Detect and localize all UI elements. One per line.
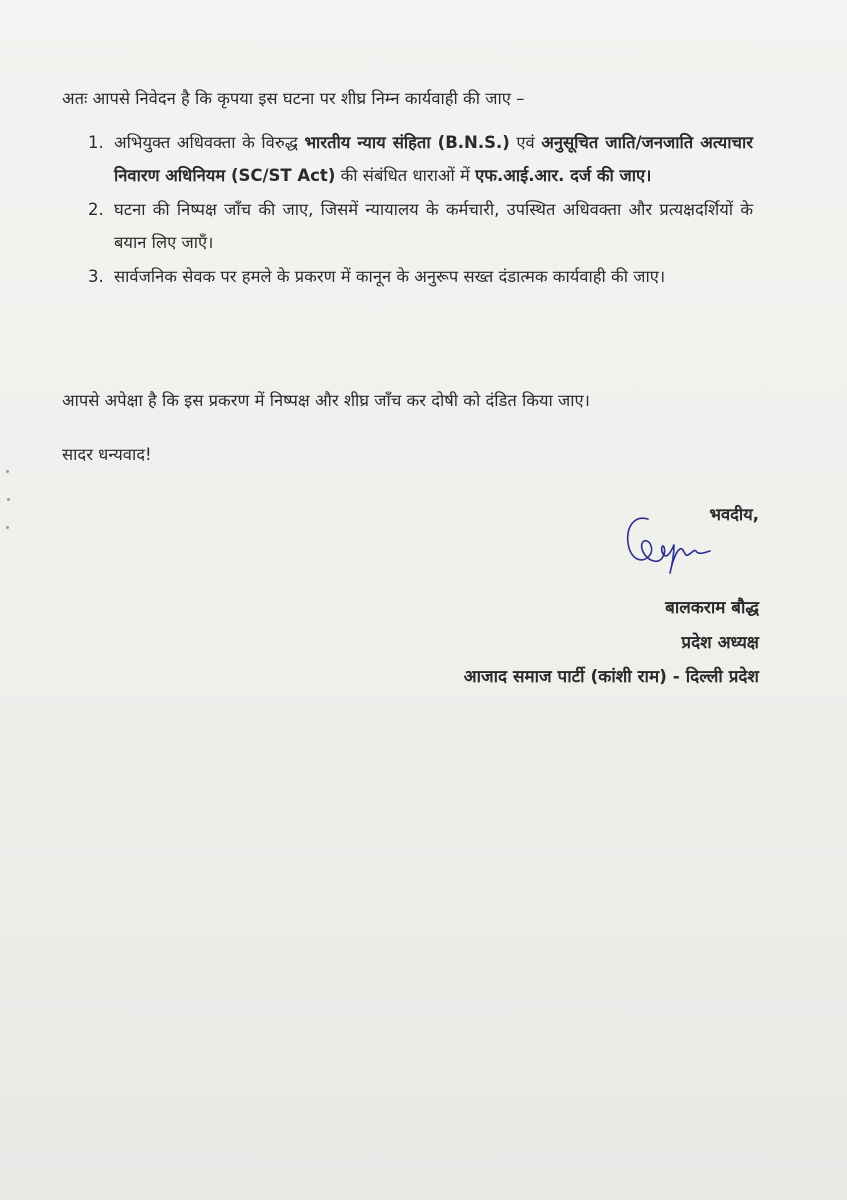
signatory-organization: आजाद समाज पार्टी (कांशी राम) - दिल्ली प्रदेश (463, 667, 759, 687)
demand-number: 1. (88, 133, 104, 152)
demand-item-3 (88, 260, 753, 293)
expectation-paragraph: आपसे अपेक्षा है कि इस प्रकरण में निष्पक्ष और शीघ्र जाँच कर दोषी को दंडित किया जाए। (62, 391, 590, 410)
handwritten-signature (610, 505, 730, 585)
paper-speck (6, 526, 9, 529)
signatory-name: बालकराम बौद्ध (665, 598, 759, 618)
demand-item-2 (88, 193, 753, 259)
paper-speck (6, 470, 9, 473)
closing-salutation: भवदीय, (709, 505, 759, 524)
thanks-line: सादर धन्यवाद! (62, 445, 152, 464)
demand-law-bns: भारतीय न्याय संहिता (B.N.S.) (304, 133, 510, 152)
demand-text: की संबंधित धाराओं में (335, 166, 476, 185)
demand-number: 3. (88, 267, 104, 286)
paper-speck (7, 498, 10, 501)
intro-paragraph: अतः आपसे निवेदन है कि कृपया इस घटना पर शीघ्र निम्न कार्यवाही की जाए – (62, 89, 525, 108)
demand-text: एवं (509, 133, 542, 152)
demand-item-1 (88, 126, 753, 192)
demand-text: अभियुक्त अधिवक्ता के विरुद्ध (114, 133, 305, 152)
signatory-title: प्रदेश अध्यक्ष (681, 633, 759, 653)
demand-text: घटना की निष्पक्ष जाँच की जाए, जिसमें न्यायालय के कर्मचारी, उपस्थित अधिवक्ता और प्रत्यक्षदर्शियों के बयान लिए जाएँ। (114, 200, 753, 252)
demand-text: सार्वजनिक सेवक पर हमले के प्रकरण में कानून के अनुरूप सख्त दंडात्मक कार्यवाही की जाए। (114, 267, 666, 286)
demands-list (88, 126, 753, 294)
demand-law-scst: अनुसूचित जाति/जनजाति अत्याचार निवारण अधिनियम (SC/ST Act) (114, 133, 753, 185)
demand-fir: एफ.आई.आर. दर्ज की जाए। (475, 166, 652, 185)
demand-number: 2. (88, 200, 104, 219)
